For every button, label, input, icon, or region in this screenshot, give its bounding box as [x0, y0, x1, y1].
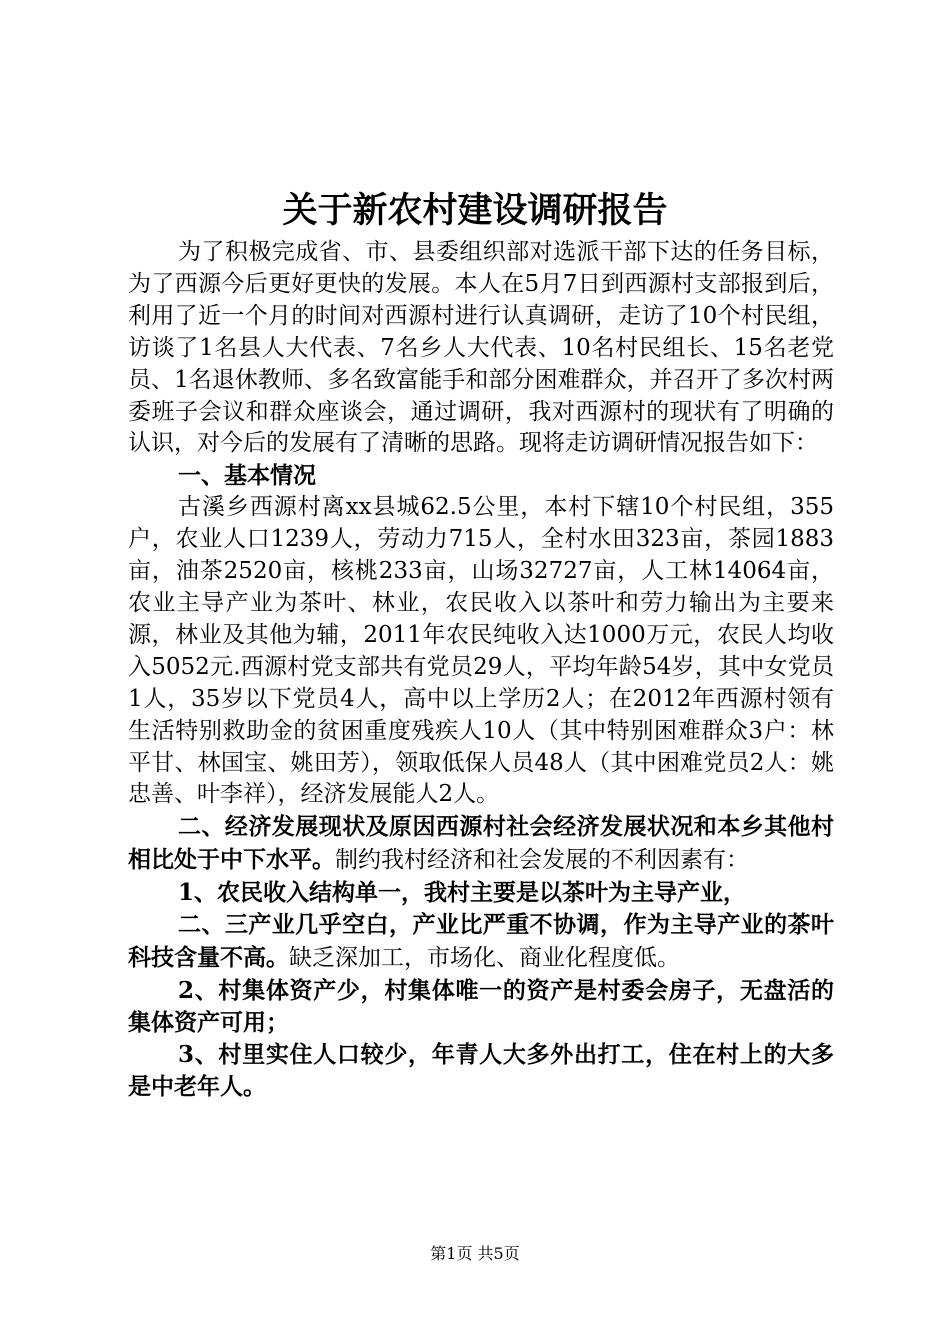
paragraph-point-3: 3、村里实住人口较少，年青人大多外出打工，住在村上的大多是中老年人。	[128, 1040, 834, 1100]
paragraph-industry	[128, 909, 834, 975]
industry-text: 缺乏深加工，市场化、商业化程度低。	[289, 944, 680, 971]
page-number-footer: 第1页 共5页	[430, 1244, 520, 1263]
economic-status-text: 制约我村经济和社会发展的不利因素有：	[335, 847, 749, 874]
economic-status-heading: 二、经济发展现状及原因西源村社会经济发展状况和本乡其他村相比处于中下水平。	[128, 813, 834, 874]
paragraph-economic-status	[128, 811, 834, 877]
paragraph-point-2: 2、村集体资产少，村集体唯一的资产是村委会房子，无盘活的集体资产可用；	[128, 976, 834, 1036]
paragraph-point-1: 1、农民收入结构单一，我村主要是以茶叶为主导产业，	[178, 879, 747, 907]
paragraph-intro: 为了积极完成省、市、县委组织部对选派干部下达的任务目标，为了西源今后更好更快的发展。本人在5月7日到西源村支部报到后，利用了近一个月的时间对西源村进行认真调研，走访了10个村民组，访谈了1名县人大代表、7名乡人大代表、10名村民组长、15名老党员、1名退休教师、多名致富能手和部分困难群众，并召开了多次村两委班子会议和群众座谈会，通过调研，我对西源村的现状有了明确的认识，对今后的发展有了清晰的思路。现将走访调研情况报告如下：	[128, 239, 834, 457]
paragraph-basic-info: 古溪乡西源村离xx县城62.5公里，本村下辖10个村民组，355户，农业人口1239人，劳动力715人，全村水田323亩，茶园1883亩，油茶2520亩，核桃233亩，山场32727亩，人工林14064亩，农业主导产业为茶叶、林业，农民收入以茶叶和劳力输出为主要来源，林业及其他为辅，2011年农民纯收入达1000万元，农民人均收入5052元.西源村党支部共有党员29人，平均年龄54岁，其中女党员1人，35岁以下党员4人，高中以上学历2人；在2012年西源村领有生活特别救助金的贫困重度残疾人10人（其中特别困难群众3户：林平甘、林国宝、姚田芳），领取低保人员48人（其中困难党员2人：姚忠善、叶李祥），经济发展能人2人。	[128, 494, 834, 808]
section-heading-basic-info: 一、基本情况	[178, 462, 316, 490]
industry-text-bold: 二、三产业几乎空白，产业比严重不协调，作为主导产业的茶叶科技含量不高。	[128, 911, 834, 971]
document-body	[128, 237, 834, 1102]
document-title: 关于新农村建设调研报告	[282, 190, 668, 231]
